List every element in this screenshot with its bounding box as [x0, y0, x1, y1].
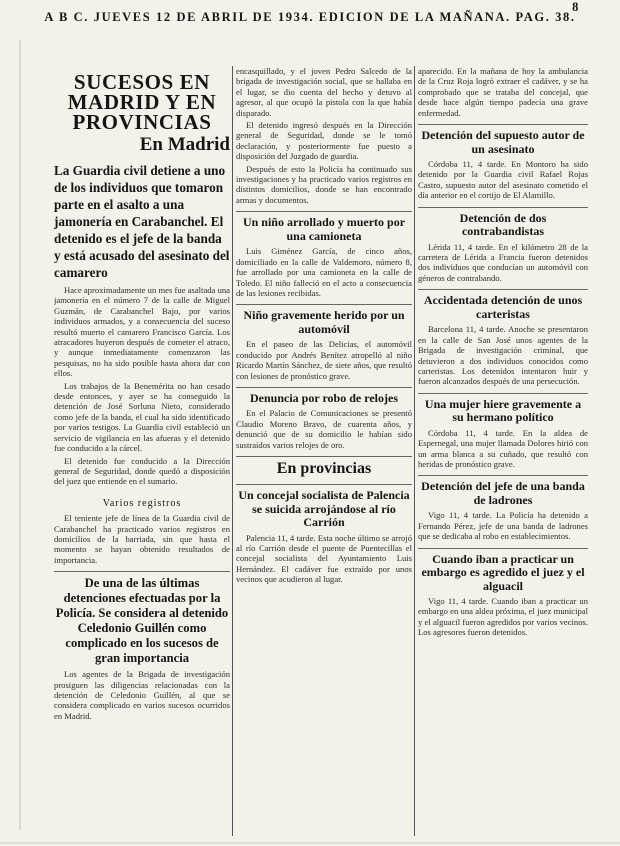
article-paragraph: El detenido ingresó después en la Dirección general de Seguridad, donde se le tomó declaración, y posteriormente fue puesto a disposición del Juzgado de guardia. [236, 120, 412, 162]
column-1 [54, 66, 230, 836]
article-paragraph: El detenido fue conducido a la Dirección general de Seguridad, donde quedó a disposición del juez que entiende en el sumario. [54, 455, 230, 487]
column-rule-1 [232, 66, 233, 836]
masthead [0, 10, 620, 25]
article-paragraph: El teniente jefe de línea de la Guardia civil de Carabanchel ha practicado varios registros en domicilios de la barriada, sin que hasta el momento se hayan obtenido resultados de importancia. [54, 513, 230, 565]
article-paragraph: Barcelona 11, 4 tarde. Anoche se presentaron en la calle de San José unos agentes de la Brigada de investigación criminal, que detuvieron a dos individuos conocidos como carteristas. Los detenidos intentaron huir y fueron alcanzados después de una persecución. [418, 324, 588, 387]
article-paragraph: Palencia 11, 4 tarde. Esta noche último se arrojó al río Carrión desde el puente de Puentecillas el concejal socialista del Ayuntamiento Luis Hernández. El cadáver fue extraído por unos vecinos que acudieron al lugar. [236, 532, 412, 585]
headline: Accidentada detención de unos carteristas [418, 289, 588, 321]
article-paragraph: Después de esto la Policía ha continuado sus investigaciones y ha practicado varios registros en distintos domicilios, donde se han encontrado armas y documentos. [236, 163, 412, 205]
headline: Cuando iban a practicar un embargo es agredido el juez y el alguacil [418, 548, 588, 594]
article-paragraph: Vigo 11, 4 tarde. La Policía ha detenido a Fernando Pérez, jefe de una banda de ladrones que se dedicaba al robo en establecimientos. [418, 510, 588, 542]
column-2 [236, 66, 412, 836]
masthead-text: A B C. JUEVES 12 DE ABRIL DE 1934. EDICION DE LA MAÑANA. PAG. 38. [44, 10, 576, 24]
place-madrid: En Madrid [139, 134, 230, 155]
headline: Un concejal socialista de Palencia se suicida arrojándose al río Carrión [236, 484, 412, 530]
article-paragraph: En el paseo de las Delicias, el automóvil conducido por Andrés Benítez atropelló al niño Ricardo Martín Sánchez, de siete años, que resultó con lesiones de pronóstico grave. [236, 339, 412, 381]
subheading: Varios registros [102, 497, 182, 509]
column-rule-2 [414, 66, 415, 836]
article-paragraph: Los trabajos de la Benemérita no han cesado desde entonces, y ayer se ha conseguido la detención de José Sorluna Nieto, considerado como jefe de la banda, el cual ha sido identificado por varios testigos. La Guardia civil estableció un servicio de vigilancia en las afueras y el detenido fue conducido a la cárcel. [54, 380, 230, 454]
article-paragraph: Córdoba 11, 4 tarde. En Montoro ha sido detenido por la Guardia civil Rafael Rojas Castro, supuesto autor del asesinato cometido el día anterior en el cortijo de El Alamillo. [418, 159, 588, 201]
headline: Detención del supuesto autor de un asesinato [418, 124, 588, 156]
section-title: SUCESOS EN MADRID Y EN PROVINCIAS [67, 70, 217, 134]
column-3 [418, 66, 588, 836]
article-paragraph: Lérida 11, 4 tarde. En el kilómetro 28 de la carretera de Lérida a Francia fueron detenidos dos individuos que conducían un automóvil con géneros de contrabando. [418, 241, 588, 283]
headline: Niño gravemente herido por un automóvil [236, 304, 412, 336]
article-paragraph: encasquillado, y el joven Pedro Salcedo de la brigada de investigación social, que se hallaba en el lugar, se dio cuenta del hecho y detuvo al agresor, al que ocupó la pistola con la que había disparado. [236, 66, 412, 118]
article-paragraph: En el Palacio de Comunicaciones se presentó Claudio Moreno Bravo, de cuarenta años, y denunció que de su domicilio le habían sido sustraídos varios relojes de oro. [236, 408, 412, 450]
headline: Denuncia por robo de relojes [236, 387, 412, 406]
place-provincias: En provincias [236, 456, 412, 478]
headline: Detención del jefe de una banda de ladrones [418, 475, 588, 507]
article-paragraph: Vigo 11, 4 tarde. Cuando iban a practicar un embargo en una aldea próxima, el juez municipal y el alguacil fueron agredidos por varios vecinos. Los agresores fueron detenidos. [418, 596, 588, 638]
headline: Una mujer hiere gravemente a su hermano político [418, 393, 588, 425]
lead-headline: La Guardia civil detiene a uno de los individuos que tomaron parte en el asalto a una jamonería en Carabanchel. El detenido es el jefe de la banda y está acusado del asesinato del camarero [54, 163, 230, 280]
article-paragraph: Córdoba 11, 4 tarde. En la aldea de Espernegal, una mujer llamada Dolores hirió con un arma blanca a su cuñado, que resultó con heridas de pronóstico grave. [418, 427, 588, 469]
headline: De una de las últimas detenciones efectuadas por la Policía. Se considera al detenido Celedonio Guillén como complicado en los sucesos de gran importancia [54, 571, 230, 666]
headline: Un niño arrollado y muerto por una camioneta [236, 211, 412, 243]
article-paragraph: Hace aproximadamente un mes fue asaltada una jamonería en el número 7 de la calle de Miguel Guzmán, de Carabanchel Bajo, por varios individuos armados, y a consecuencia del suceso resultó muerto el camarero Francisco García. Los atracadores huyeron después de cometer el atraco, y aunque inmediatamente comenzaron las pesquisas, no ha sido posible hasta ahora dar con ellos. [54, 285, 230, 379]
article-paragraph: Luis Giménez García, de cinco años, domiciliado en la calle de Valdemoro, número 8, fue arrollado por una camioneta en la calle de Toledo. El niño falleció en el acto a consecuencia de las lesiones recibidas. [236, 246, 412, 298]
headline: Detención de dos contrabandistas [418, 207, 588, 239]
page-mark: 8 [572, 0, 580, 14]
article-paragraph: aparecido. En la mañana de hoy la ambulancia de la Cruz Roja logró extraer el cadáver, y se ha comprobado que se trataba del concejal, que desde hace algún tiempo padecía una grave enfermedad. [418, 66, 588, 118]
article-paragraph: Los agentes de la Brigada de investigación prosiguen las diligencias relacionadas con la detención de Celedonio Guillén, al que se considera complicado en varios sucesos ocurridos en Madrid. [54, 669, 230, 721]
